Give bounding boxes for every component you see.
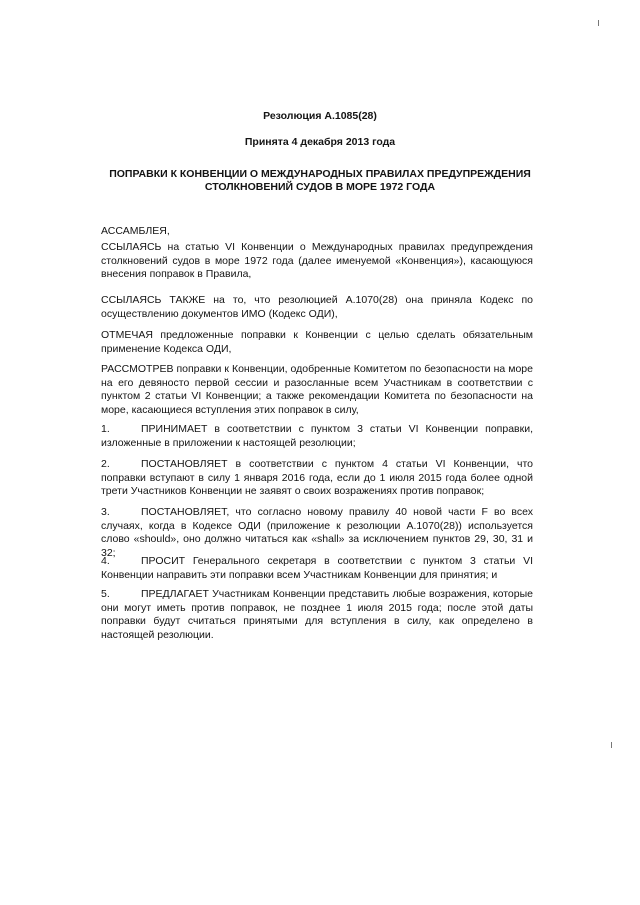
operative-paragraph-4 xyxy=(101,555,533,582)
scan-speck xyxy=(598,20,599,26)
resolution-number: Резолюция А.1085(28) xyxy=(263,110,377,122)
paragraph-number: 1. xyxy=(101,423,110,435)
paragraph-text: ПОСТАНОВЛЯЕТ в соответствии с пунктом 4 статьи VI Конвенции, что поправки вступают в силу 1 января 2016 года, если до 1 июля 2015 года более одной трети Участников Конвенции не заявят о своих возражениях против поправок; xyxy=(101,458,533,497)
preamble-assembly: АССАМБЛЕЯ, xyxy=(101,225,170,237)
adoption-date: Принята 4 декабря 2013 года xyxy=(244,136,396,148)
paragraph-text: ПРЕДЛАГАЕТ Участникам Конвенции представить любые возражения, которые они могут иметь против поправок, не позднее 1 июля 2015 года; после этой даты поправки будут считаться принятыми для вступления в силу, как определено в настоящей резолюции. xyxy=(101,588,533,641)
paragraph-number: 4. xyxy=(101,555,110,567)
operative-paragraph-2 xyxy=(101,458,533,499)
operative-paragraph-3 xyxy=(101,506,533,560)
scan-speck xyxy=(611,742,612,748)
paragraph-number: 3. xyxy=(101,506,110,518)
preamble-paragraph: РАССМОТРЕВ поправки к Конвенции, одобренные Комитетом по безопасности на море на его девяносто первой сессии и разосланные всем Участникам в соответствии с пунктом 2 статьи VI Конвенции; а также рекомендации Комитета по безопасности на море, касающиеся вступления этих поправок в силу, xyxy=(101,363,533,416)
title-line-2: СТОЛКНОВЕНИЙ СУДОВ В МОРЕ 1972 ГОДА xyxy=(204,181,436,193)
preamble-paragraph: ОТМЕЧАЯ предложенные поправки к Конвенции с целью сделать обязательным применение Кодекса ОДИ, xyxy=(101,329,533,355)
paragraph-number: 2. xyxy=(101,458,110,470)
paragraph-text: ПОСТАНОВЛЯЕТ, что согласно новому правилу 40 новой части F во всех случаях, когда в Кодексе ОДИ (приложение к резолюции А.1070(28)) используется слово «should», оно должно читаться как «shall» за исключением пунктов 29, 30, 31 и 32; xyxy=(101,506,533,559)
title-line-1: ПОПРАВКИ К КОНВЕНЦИИ О МЕЖДУНАРОДНЫХ ПРАВИЛАХ ПРЕДУПРЕЖДЕНИЯ xyxy=(109,168,531,180)
preamble-paragraph: ССЫЛАЯСЬ на статью VI Конвенции о Международных правилах предупреждения столкновений судов в море 1972 года (далее именуемой «Конвенция»), касающуюся внесения поправок в Правила, xyxy=(101,241,533,280)
paragraph-text: ПРИНИМАЕТ в соответствии с пунктом 3 статьи VI Конвенции поправки, изложенные в приложении к настоящей резолюции; xyxy=(101,423,533,449)
paragraph-text: ПРОСИТ Генерального секретаря в соответствии с пунктом 3 статьи VI Конвенции направить эти поправки всем Участникам Конвенции для принятия; и xyxy=(101,555,533,581)
operative-paragraph-5 xyxy=(101,588,533,642)
operative-paragraph-1 xyxy=(101,423,533,450)
document-title xyxy=(0,168,640,194)
paragraph-number: 5. xyxy=(101,588,110,600)
preamble-paragraph: ССЫЛАЯСЬ ТАКЖЕ на то, что резолюцией А.1070(28) она приняла Кодекс по осуществлению документов ИМО (Кодекс ОДИ), xyxy=(101,294,533,320)
